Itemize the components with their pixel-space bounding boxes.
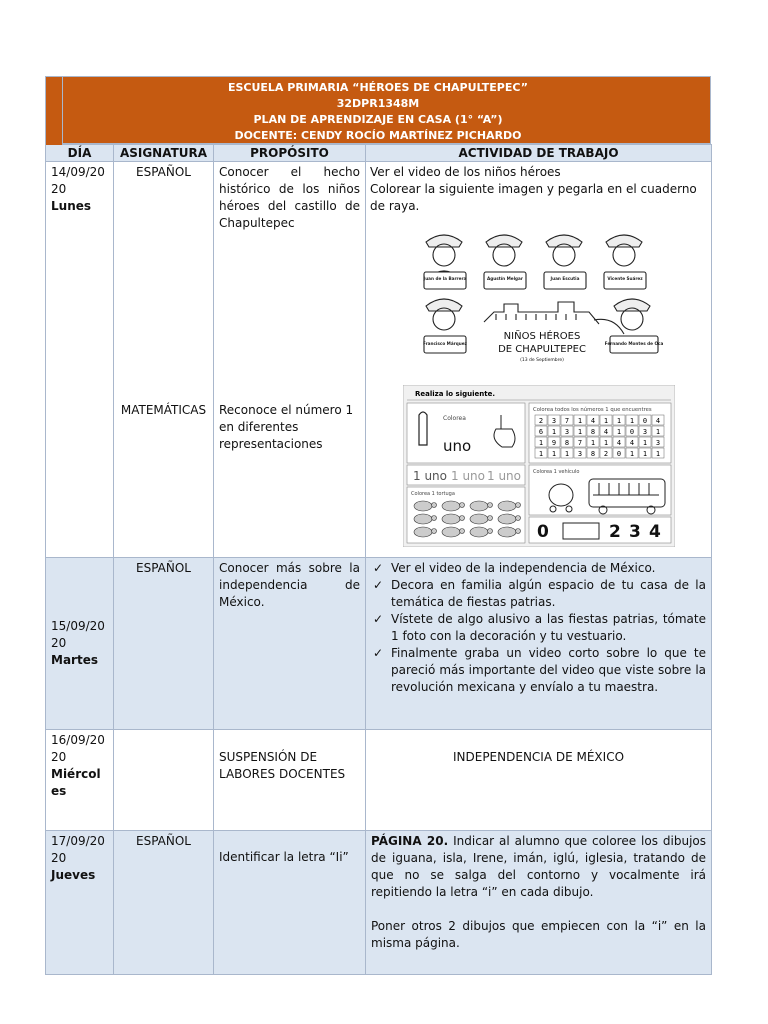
grid-number: 7 — [577, 439, 582, 447]
checkmark-icon: ✓ — [373, 646, 384, 660]
subject-text: MATEMÁTICAS — [120, 403, 207, 417]
turtle-head — [515, 503, 520, 508]
activity-text: Ver el video de los niños héroes — [370, 165, 561, 179]
list-item: ✓ Decora en familia algún espacio de tu casa de la temática de fiestas patrias. — [373, 578, 706, 609]
grid-number: 1 — [564, 450, 569, 458]
figure-subtitle: (13 de Septiembre) — [519, 358, 564, 363]
grid-number: 1 — [642, 450, 647, 458]
trace-text: 1 uno — [412, 469, 447, 483]
page-reference: PÁGINA 20. — [371, 834, 449, 848]
column-header-day: DÍA — [46, 145, 114, 162]
activity-text: INDEPENDENCIA DE MÉXICO — [452, 750, 625, 764]
turtle-shape — [414, 501, 432, 511]
day-cell — [46, 831, 114, 975]
turtle-head — [487, 529, 492, 534]
turtle-shape — [414, 527, 432, 537]
plan-document — [45, 76, 711, 975]
grid-number: 1 — [616, 417, 621, 425]
turtle-head — [515, 516, 520, 521]
grid-number: 1 — [577, 417, 582, 425]
trace-text: 1 uno — [450, 469, 485, 483]
worksheet-heading: Realiza lo siguiente. — [414, 390, 495, 398]
weekday-text: Jueves — [51, 868, 96, 882]
turtle-shape — [470, 514, 488, 524]
purpose-cell — [214, 162, 366, 558]
figure-title: NIÑOS HÉROES — [503, 331, 580, 342]
number-answer-box — [563, 523, 599, 539]
grid-number: 0 — [629, 428, 634, 436]
number-option: 3 — [628, 522, 641, 542]
turtle-shape — [442, 501, 460, 511]
table-row-lunes — [46, 162, 712, 558]
date-text: 16/09/2020 — [51, 733, 105, 764]
weekday-text: Martes — [51, 653, 98, 667]
grid-number: 4 — [616, 439, 621, 447]
turtle-shape — [442, 514, 460, 524]
list-item: ✓ Ver el video de la independencia de México. — [373, 561, 656, 575]
turtle-shape — [498, 527, 516, 537]
grid-number: 1 — [603, 417, 608, 425]
grid-number: 1 — [616, 428, 621, 436]
purpose-text: Conocer el hecho histórico de los niños héroes del castillo de Chapultepec — [219, 165, 360, 230]
turtle-head — [515, 529, 520, 534]
table-row-miercoles — [46, 730, 712, 831]
activity-cell — [366, 558, 712, 730]
worksheet-label: Colorea 1 tortuga — [410, 491, 455, 497]
teacher-name: DOCENTE: CENDY ROCÍO MARTÍNEZ PICHARDO — [234, 129, 522, 142]
plan-title: PLAN DE APRENDIZAJE EN CASA (1° “A”) — [253, 113, 503, 126]
grid-number: 1 — [642, 439, 647, 447]
day-cell — [46, 558, 114, 730]
activity-cell — [366, 730, 712, 831]
grid-number: 1 — [590, 439, 595, 447]
worksheet-label: Colorea 1 vehículo — [532, 469, 579, 475]
activity-checklist — [371, 560, 706, 696]
grid-number: 4 — [629, 439, 634, 447]
subject-text: ESPAÑOL — [136, 165, 191, 179]
purpose-cell — [214, 730, 366, 831]
grid-number: 7 — [564, 417, 569, 425]
turtle-shape — [414, 514, 432, 524]
grid-number: 1 — [551, 450, 556, 458]
purpose-cell — [214, 558, 366, 730]
figure-title: DE CHAPULTEPEC — [497, 344, 586, 355]
grid-number: 4 — [590, 417, 595, 425]
trace-text: 1 uno — [486, 469, 521, 483]
turtle-head — [431, 503, 436, 508]
grid-number: 1 — [655, 428, 660, 436]
grid-number: 1 — [629, 450, 634, 458]
math-worksheet-image — [403, 385, 675, 547]
worksheet-label: Colorea todos los números 1 que encuentres — [532, 407, 652, 413]
castle-drawing — [484, 302, 624, 334]
checkmark-icon: ✓ — [373, 561, 384, 575]
number-option: 4 — [648, 522, 661, 542]
subject-text: ESPAÑOL — [136, 834, 191, 848]
grid-number: 6 — [538, 428, 543, 436]
grid-number: 3 — [655, 439, 660, 447]
number-option: 2 — [608, 522, 621, 542]
hero-name-label: Juan Escutia — [550, 276, 579, 281]
table-row-jueves — [46, 831, 712, 975]
turtle-shape — [470, 527, 488, 537]
activity-cell — [366, 831, 712, 975]
turtle-head — [459, 516, 464, 521]
checkmark-icon: ✓ — [373, 578, 384, 592]
grid-number: 9 — [551, 439, 556, 447]
grid-number: 3 — [551, 417, 556, 425]
day-cell — [46, 730, 114, 831]
purpose-text: Identificar la letra “Ii” — [219, 850, 349, 864]
turtle-head — [459, 529, 464, 534]
hero-name-label: Juan de la Barrera — [423, 276, 466, 281]
grid-number: 1 — [577, 428, 582, 436]
grid-number: 3 — [577, 450, 582, 458]
turtle-shape — [442, 527, 460, 537]
grid-number: 8 — [590, 450, 595, 458]
day-cell — [46, 162, 114, 558]
date-text: 15/09/2020 — [51, 619, 105, 650]
number-option: 0 — [536, 522, 549, 542]
purpose-text: Reconoce el número 1 en diferentes representaciones — [219, 403, 354, 451]
column-header-activity: ACTIVIDAD DE TRABAJO — [366, 145, 712, 162]
grid-number: 1 — [538, 439, 543, 447]
grid-number: 1 — [629, 417, 634, 425]
grid-number: 2 — [538, 417, 543, 425]
activity-cell — [366, 162, 712, 558]
grid-number: 0 — [642, 417, 647, 425]
grid-number: 1 — [538, 450, 543, 458]
column-header-purpose: PROPÓSITO — [214, 145, 366, 162]
activity-text: PÁGINA 20. Indicar al alumno que coloree los dibujos de iguana, isla, Irene, imán, iglú, iglesia, tratando de que no se salga del contorno y vocalmente irá repitiendo la letra “i” en cada dibujo. — [371, 834, 707, 899]
turtle-shape — [498, 514, 516, 524]
worksheet-label: Colorea — [442, 415, 466, 422]
turtle-head — [459, 503, 464, 508]
school-name: ESCUELA PRIMARIA “HÉROES DE CHAPULTEPEC” — [227, 81, 529, 94]
grid-number: 4 — [603, 428, 608, 436]
list-item: ✓ Finalmente graba un video corto sobre lo que te pareció más importante del video que viste sobre la revolución mexicana y envíalo a tu maestra. — [373, 646, 706, 694]
list-item: ✓ Vístete de algo alusivo a las fiestas patrias, tómate 1 foto con la decoración y tu vestuario. — [373, 612, 706, 643]
grid-number: 4 — [655, 417, 660, 425]
weekday-text: Lunes — [51, 199, 92, 213]
subject-cell — [114, 162, 214, 558]
date-text: 17/09/2020 — [51, 834, 105, 865]
subject-cell — [114, 558, 214, 730]
hero-name-label: Vicente Suárez — [606, 276, 643, 281]
activity-text: Poner otros 2 dibujos que empiecen con la “i” en la misma página. — [371, 919, 706, 950]
document-header — [45, 76, 711, 144]
schedule-table — [45, 144, 712, 975]
activity-text: Colorear la siguiente imagen y pegarla en el cuaderno de raya. — [370, 182, 697, 213]
ninos-heroes-coloring-image — [414, 222, 664, 367]
date-text: 14/09/2020 — [51, 165, 105, 196]
purpose-text: SUSPENSIÓN DE LABORES DOCENTES — [219, 750, 346, 781]
checkmark-icon: ✓ — [373, 612, 384, 626]
grid-number: 1 — [655, 450, 660, 458]
grid-number: 0 — [616, 450, 621, 458]
turtle-head — [487, 503, 492, 508]
grid-number: 8 — [590, 428, 595, 436]
weekday-text: Miércoles — [51, 767, 101, 798]
grid-number: 1 — [603, 439, 608, 447]
turtle-shape — [498, 501, 516, 511]
purpose-text: Conocer más sobre la independencia de México. — [219, 561, 360, 609]
table-header-row — [46, 145, 712, 162]
table-row-martes — [46, 558, 712, 730]
purpose-cell — [214, 831, 366, 975]
worksheet-word: uno — [442, 437, 471, 455]
hero-name-label: Francisco Márquez — [422, 341, 467, 346]
turtle-head — [431, 529, 436, 534]
column-header-subject: ASIGNATURA — [114, 145, 214, 162]
grid-number: 1 — [551, 428, 556, 436]
hero-name-label: Agustín Melgar — [486, 276, 523, 281]
turtle-head — [487, 516, 492, 521]
grid-number: 2 — [603, 450, 608, 458]
header-stub — [46, 77, 63, 145]
grid-number: 3 — [642, 428, 647, 436]
subject-text: ESPAÑOL — [136, 561, 191, 575]
subject-cell — [114, 730, 214, 831]
subject-cell — [114, 831, 214, 975]
turtle-head — [431, 516, 436, 521]
hero-name-label: Fernando Montes de Oca — [604, 341, 663, 346]
turtle-shape — [470, 501, 488, 511]
grid-number: 3 — [564, 428, 569, 436]
school-code: 32DPR1348M — [336, 97, 420, 110]
grid-number: 8 — [564, 439, 569, 447]
